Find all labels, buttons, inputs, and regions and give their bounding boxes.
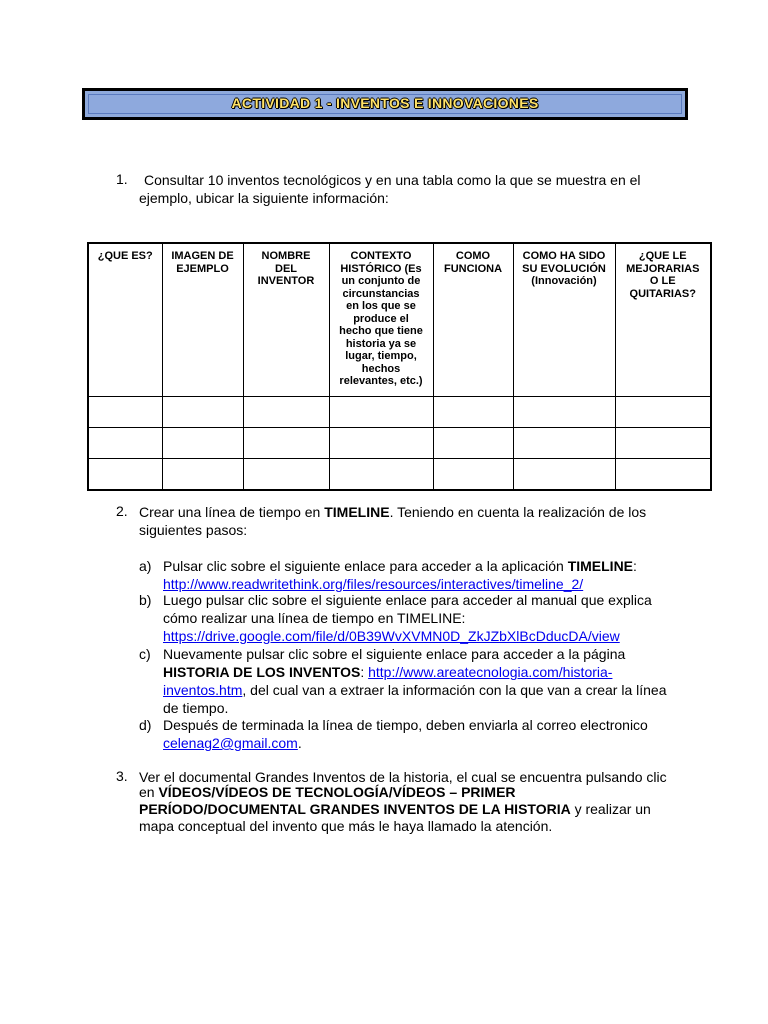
historia-inventos-link-part-2[interactable]: inventos.htm <box>163 682 243 698</box>
item-2-text-a: Crear una línea de tiempo en <box>139 504 325 520</box>
table-row <box>88 397 711 428</box>
step-a-bold: TIMELINE <box>567 558 634 574</box>
item-3-line-2-text: en <box>139 784 159 800</box>
item-2-number: 2. <box>116 503 128 519</box>
header-line: IMAGEN DE <box>171 250 234 262</box>
step-b-label: b) <box>139 592 152 608</box>
header-line: historia ya se <box>345 337 417 350</box>
table-cell <box>615 459 711 491</box>
item-1-number: 1. <box>116 171 128 187</box>
table-cell <box>433 459 513 491</box>
header-line: COMO HA SIDO <box>522 250 606 262</box>
item-3-line-3-text: y realizar un <box>570 801 651 817</box>
item-3-line-3-bold: PERÍODO/DOCUMENTAL GRANDES INVENTOS DE LA HISTORIA <box>139 801 571 817</box>
table-cell <box>243 397 329 428</box>
header-line: FUNCIONA <box>443 262 503 275</box>
header-line: NOMBRE <box>261 250 311 262</box>
header-cell-nombre <box>243 243 329 397</box>
header-line: relevantes, etc.) <box>339 375 423 387</box>
table-cell <box>162 459 243 491</box>
step-a-label: a) <box>139 558 152 574</box>
table-cell <box>433 397 513 428</box>
example-table <box>87 242 712 491</box>
step-c-line-1: Nuevamente pulsar clic sobre el siguiente enlace para acceder a la página <box>163 646 626 662</box>
item-3-line-2-bold: VÍDEOS/VÍDEOS DE TECNOLOGÍA/VÍDEOS – PRIMER <box>158 784 516 800</box>
step-b-line-2: cómo realizar una línea de tiempo en TIMELINE: <box>163 610 466 626</box>
timeline-app-link[interactable]: http://www.readwritethink.org/files/resources/interactives/timeline_2/ <box>163 576 584 592</box>
header-cell-imagen <box>162 243 243 397</box>
table-cell <box>615 428 711 459</box>
table-cell <box>88 428 162 459</box>
step-c-line-4: de tiempo. <box>163 700 229 716</box>
email-link[interactable]: celenag2@gmail.com <box>163 735 298 751</box>
item-3-number: 3. <box>116 768 128 784</box>
header-line: (Innovación) <box>531 275 597 287</box>
header-line: en los que se <box>346 300 416 312</box>
step-c-label: c) <box>139 646 151 662</box>
header-line: circunstancias <box>342 287 420 300</box>
table-cell <box>162 428 243 459</box>
table-cell <box>329 428 433 459</box>
page-title: ACTIVIDAD 1 - INVENTOS E INNOVACIONES <box>231 95 539 111</box>
step-c-rest: , del cual van a extraer la información con la que van a crear la línea <box>242 682 667 698</box>
header-line: CONTEXTO <box>350 250 412 262</box>
step-d-dot: . <box>297 735 302 751</box>
table-row <box>88 428 711 459</box>
table-cell <box>88 397 162 428</box>
header-line: O LE <box>649 275 676 287</box>
item-3-line-2 <box>139 783 516 801</box>
item-2-line-2: siguientes pasos: <box>139 522 248 538</box>
table-cell <box>329 397 433 428</box>
table-cell <box>513 428 615 459</box>
table-header-row <box>88 243 711 397</box>
table-cell <box>513 397 615 428</box>
step-c-body <box>163 645 667 717</box>
table-cell <box>433 428 513 459</box>
table-cell <box>615 397 711 428</box>
step-a-colon: : <box>633 558 637 574</box>
step-b-body <box>163 591 652 645</box>
header-cell-que-es <box>88 243 162 397</box>
header-line: hechos <box>361 362 401 375</box>
item-3-line-3 <box>139 800 651 818</box>
title-banner <box>82 88 688 120</box>
table-row <box>88 459 711 491</box>
header-line: HISTÓRICO (Es <box>340 262 422 275</box>
table-body <box>88 397 711 491</box>
item-3-line-4: mapa conceptual del invento que más le haya llamado la atención. <box>139 818 553 834</box>
header-line: ¿QUE ES? <box>97 250 153 262</box>
header-line: COMO <box>455 250 491 262</box>
header-line: ¿QUE LE <box>638 250 687 262</box>
step-b-line-1: Luego pulsar clic sobre el siguiente enlace para acceder al manual que explica <box>163 592 652 608</box>
item-2-timeline-bold: TIMELINE <box>324 504 390 520</box>
header-line: QUITARIAS? <box>629 287 696 300</box>
header-line: produce el <box>353 312 409 325</box>
header-line: hecho que tiene <box>339 325 423 337</box>
manual-link[interactable]: https://drive.google.com/file/d/0B39WvXVMN0D_ZkJZbXlBcDducDA/view <box>163 628 620 644</box>
item-1-line-1: Consultar 10 inventos tecnológicos y en una tabla como la que se muestra en el <box>144 172 641 188</box>
step-d-label: d) <box>139 717 152 733</box>
historia-inventos-link-part-1[interactable]: http://www.areatecnologia.com/historia- <box>368 664 613 680</box>
step-a-text: Pulsar clic sobre el siguiente enlace para acceder a la aplicación <box>163 558 568 574</box>
header-cell-como-funciona <box>433 243 513 397</box>
header-line: lugar, tiempo, <box>345 350 417 362</box>
table-cell <box>88 459 162 491</box>
header-line: MEJORARIAS <box>626 262 700 275</box>
item-3-line-1: Ver el documental Grandes Inventos de la historia, el cual se encuentra pulsando clic <box>139 769 667 785</box>
step-d-line-1: Después de terminada la línea de tiempo, deben enviarla al correo electronico <box>163 717 648 733</box>
table-cell <box>162 397 243 428</box>
header-line: INVENTOR <box>257 275 315 287</box>
header-line: SU EVOLUCIÓN <box>522 262 606 275</box>
step-c-bold: HISTORIA DE LOS INVENTOS <box>163 664 361 680</box>
table-cell <box>513 459 615 491</box>
step-d-body <box>163 716 648 752</box>
item-1-line-2: ejemplo, ubicar la siguiente información: <box>139 190 389 206</box>
item-2-text-c: . Teniendo en cuenta la realización de los <box>389 504 647 520</box>
header-line: EJEMPLO <box>176 262 229 275</box>
table-cell <box>243 428 329 459</box>
header-cell-mejorarias <box>615 243 711 397</box>
item-2-line-1 <box>139 503 646 521</box>
header-cell-contexto <box>329 243 433 397</box>
header-line: un conjunto de <box>341 275 421 287</box>
step-c-colon: : <box>360 664 369 680</box>
step-a-body <box>163 557 637 593</box>
header-line: DEL <box>275 262 297 275</box>
header-cell-evolucion <box>513 243 615 397</box>
table-cell <box>243 459 329 491</box>
table-cell <box>329 459 433 491</box>
